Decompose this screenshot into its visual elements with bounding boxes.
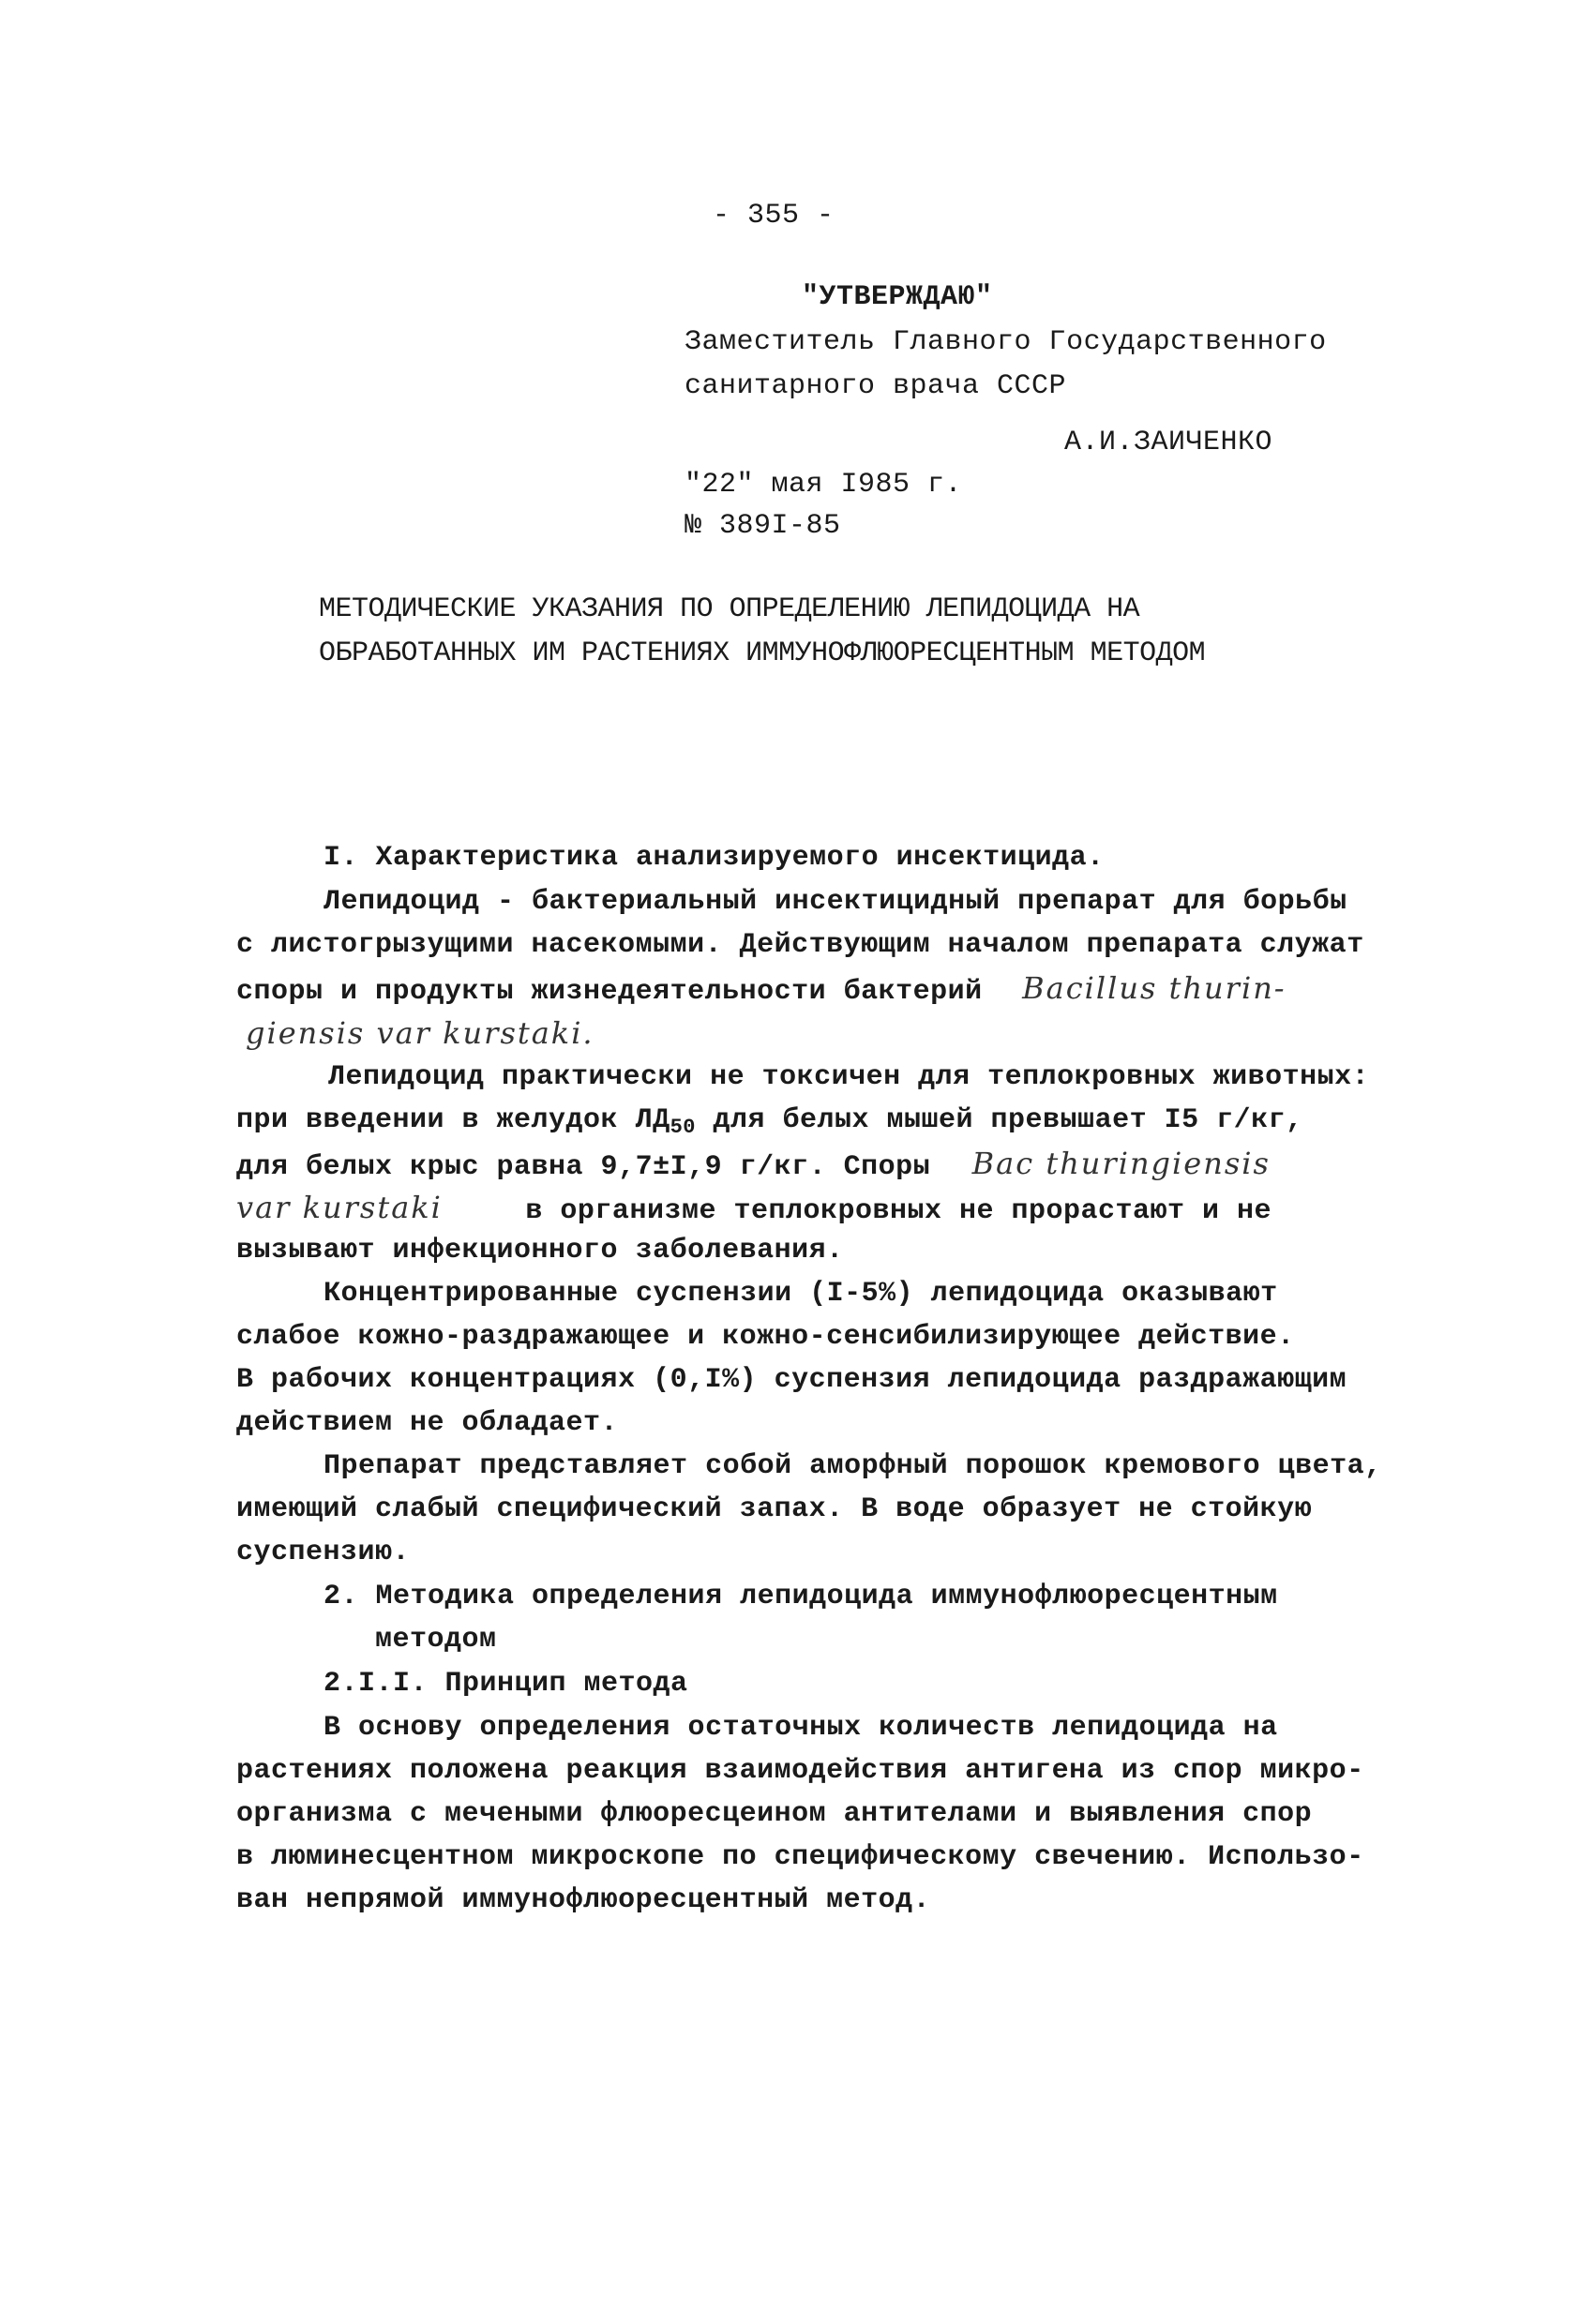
- document-number: № 389I-85: [685, 510, 841, 542]
- paragraph-line: растениях положена реакция взаимодействия антигена из спор микро-: [236, 1755, 1364, 1787]
- paragraph-line: В рабочих концентрациях (0,I%) суспензия лепидоцида раздражающим: [236, 1364, 1347, 1396]
- document-title-line2: ОБРАБОТАННЫХ ИМ РАСТЕНИЯХ ИММУНОФЛЮОРЕСЦЕНТНЫМ МЕТОДОМ: [319, 637, 1206, 669]
- paragraph-text: споры и продукты жизнедеятельности бактерий: [236, 976, 983, 1008]
- section1-heading: I. Характеристика анализируемого инсектицида.: [324, 842, 1105, 874]
- paragraph-text: в организме теплокровных не прорастают и не: [525, 1195, 1272, 1227]
- paragraph-line: Лепидоцид - бактериальный инсектицидный препарат для борьбы: [324, 886, 1347, 918]
- paragraph-line: ван непрямой иммунофлюоресцентный метод.: [236, 1884, 931, 1916]
- approval-date: "22" мая I985 г.: [685, 469, 963, 501]
- paragraph-line: [236, 1102, 1303, 1147]
- handwritten-species-name: Bac thuringiensis: [971, 1146, 1271, 1181]
- handwritten-species-name: Bacillus thurin-: [1022, 970, 1287, 1006]
- section2-heading-cont: методом: [375, 1624, 497, 1656]
- paragraph-line: в люминесцентном микроскопе по специфическому свечению. Использо-: [236, 1841, 1364, 1873]
- paragraph-text: для белых крыс равна 9,7±I,9 г/кг. Споры: [236, 1151, 931, 1183]
- paragraph-line: [236, 1145, 1271, 1186]
- document-title-line1: МЕТОДИЧЕСКИЕ УКАЗАНИЯ ПО ОПРЕДЕЛЕНИЮ ЛЕПИДОЦИДА НА: [319, 593, 1140, 625]
- ld50-subscript: 50: [670, 1116, 696, 1139]
- paragraph-line: организма с мечеными флюоресцеином антителами и выявления спор: [236, 1798, 1313, 1830]
- page-number: - 355 -: [713, 200, 835, 232]
- subsection-heading: 2.I.I. Принцип метода: [324, 1668, 688, 1700]
- paragraph-line: Концентрированные суспензии (I-5%) лепидоцида оказывают: [324, 1278, 1278, 1310]
- paragraph-text: для белых мышей превышает I5 г/кг,: [713, 1104, 1303, 1136]
- paragraph-line: суспензию.: [236, 1537, 411, 1568]
- handwritten-species-name: var kurstaki: [236, 1190, 443, 1225]
- paragraph-line: слабое кожно-раздражающее и кожно-сенсибилизирующее действие.: [236, 1321, 1295, 1353]
- section2-heading: 2. Методика определения лепидоцида иммунофлюоресцентным: [324, 1581, 1278, 1612]
- approver-title-line1: Заместитель Главного Государственного: [685, 326, 1327, 358]
- approver-title-line2: санитарного врача СССР: [685, 370, 1067, 402]
- paragraph-line: [236, 969, 1287, 1011]
- paragraph-line: Лепидоцид практически не токсичен для теплокровных животных:: [328, 1061, 1370, 1093]
- approver-name: А.И.ЗАИЧЕНКО: [1064, 427, 1273, 458]
- paragraph-line: имеющий слабый специфический запах. В воде образует не стойкую: [236, 1493, 1313, 1525]
- paragraph-line: вызывают инфекционного заболевания.: [236, 1235, 844, 1267]
- paragraph-line: с листогрызущими насекомыми. Действующим началом препарата служат: [236, 929, 1364, 961]
- approval-stamp-text: "УТВЕРЖДАЮ": [802, 281, 993, 313]
- paragraph-line: [236, 1189, 1271, 1230]
- handwritten-species-name: giensis var kurstaki.: [246, 1015, 594, 1051]
- paragraph-line: действием не обладает.: [236, 1407, 619, 1439]
- paragraph-text: при введении в желудок ЛД: [236, 1104, 670, 1136]
- paragraph-line: Препарат представляет собой аморфный порошок кремового цвета,: [324, 1450, 1382, 1482]
- paragraph-line: В основу определения остаточных количеств лепидоцида на: [324, 1712, 1278, 1744]
